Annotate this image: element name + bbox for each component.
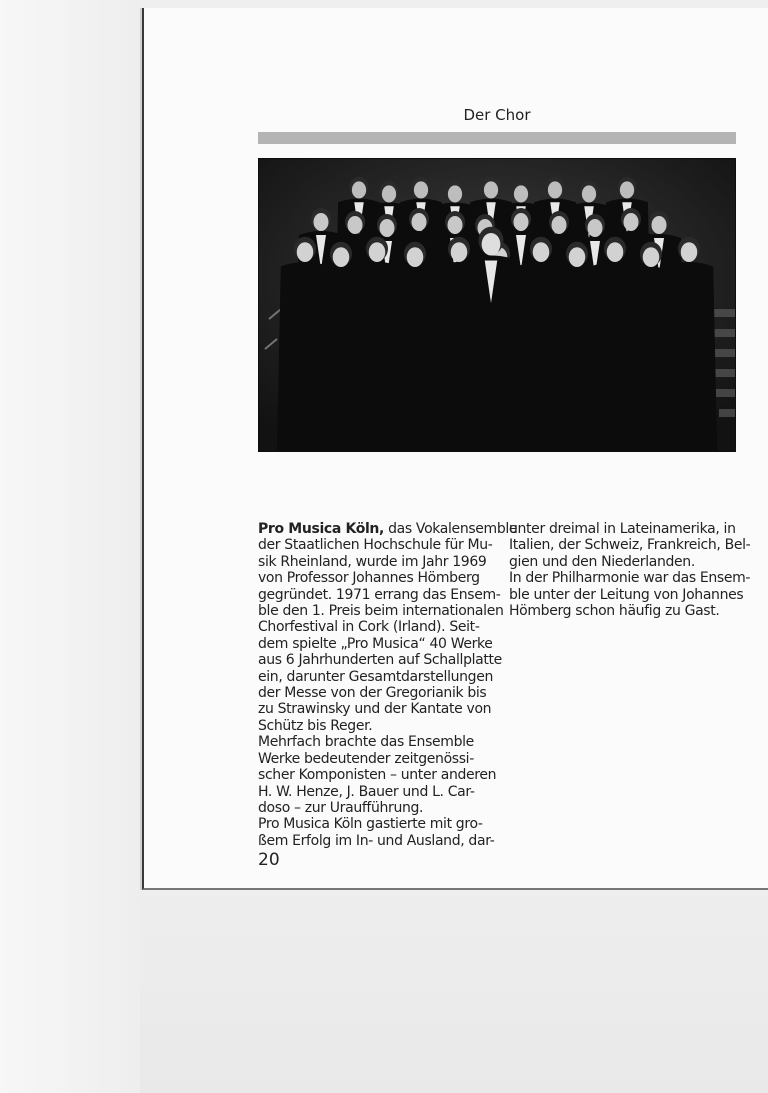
text-line: Schütz bis Reger. [258,717,373,734]
scan-margin [0,0,140,1093]
text-line: gien und den Niederlanden. [509,553,695,570]
text-column-left [258,521,518,849]
text-line: ein, darunter Gesamtdarstellungen [258,668,493,685]
text-line: gegründet. 1971 errang das Ensem- [258,586,501,603]
choir-photo [258,158,736,452]
choir-member-figure [459,227,524,451]
text-line: Hömberg schon häufig zu Gast. [509,603,720,620]
text-line: H. W. Henze, J. Bauer und L. Car- [258,783,475,800]
text-column-right [509,521,751,620]
text-line: aus 6 Jahrhunderten auf Schallplatte [258,652,502,669]
text-line: In der Philharmonie war das Ensem- [509,570,751,587]
text-line: von Professor Johannes Hömberg [258,570,480,587]
text-line: doso – zur Uraufführung. [258,799,424,816]
text-line: ble unter der Leitung von Johannes [509,586,744,603]
paragraph-first-line [258,521,518,537]
page-number: 20 [258,850,280,870]
running-head: Der Chor [463,106,531,124]
text-line: Chorfestival in Cork (Irland). Seit- [258,619,480,636]
text-line: der Messe von der Gregorianik bis [258,685,487,702]
choir-photo-illustration [259,159,735,451]
choir-member-figure [660,237,717,451]
text-line: sik Rheinland, wurde im Jahr 1969 [258,553,487,570]
header-rule [258,132,736,144]
text-line: Italien, der Schweiz, Frankreich, Bel- [509,537,751,554]
text-line: ßem Erfolg im In- und Ausland, dar- [258,832,495,849]
text-line: Mehrfach brachte das Ensemble [258,734,474,751]
text-line: unter dreimal in Lateinamerika, in [509,521,736,537]
text-line: der Staatlichen Hochschule für Mu- [258,537,493,554]
first-line-text: das Vokalensemble [384,521,518,537]
text-line: ble den 1. Preis beim internationalen [258,603,504,620]
text-line: Pro Musica Köln gastierte mit gro- [258,816,483,833]
text-line: zu Strawinsky und der Kantate von [258,701,492,718]
text-line: scher Komponisten – unter anderen [258,767,497,784]
text-line: dem spielte „Pro Musica“ 40 Werke [258,635,493,652]
text-line: Werke bedeutender zeitgenössi- [258,750,474,767]
lead-text: Pro Musica Köln, [258,521,385,537]
